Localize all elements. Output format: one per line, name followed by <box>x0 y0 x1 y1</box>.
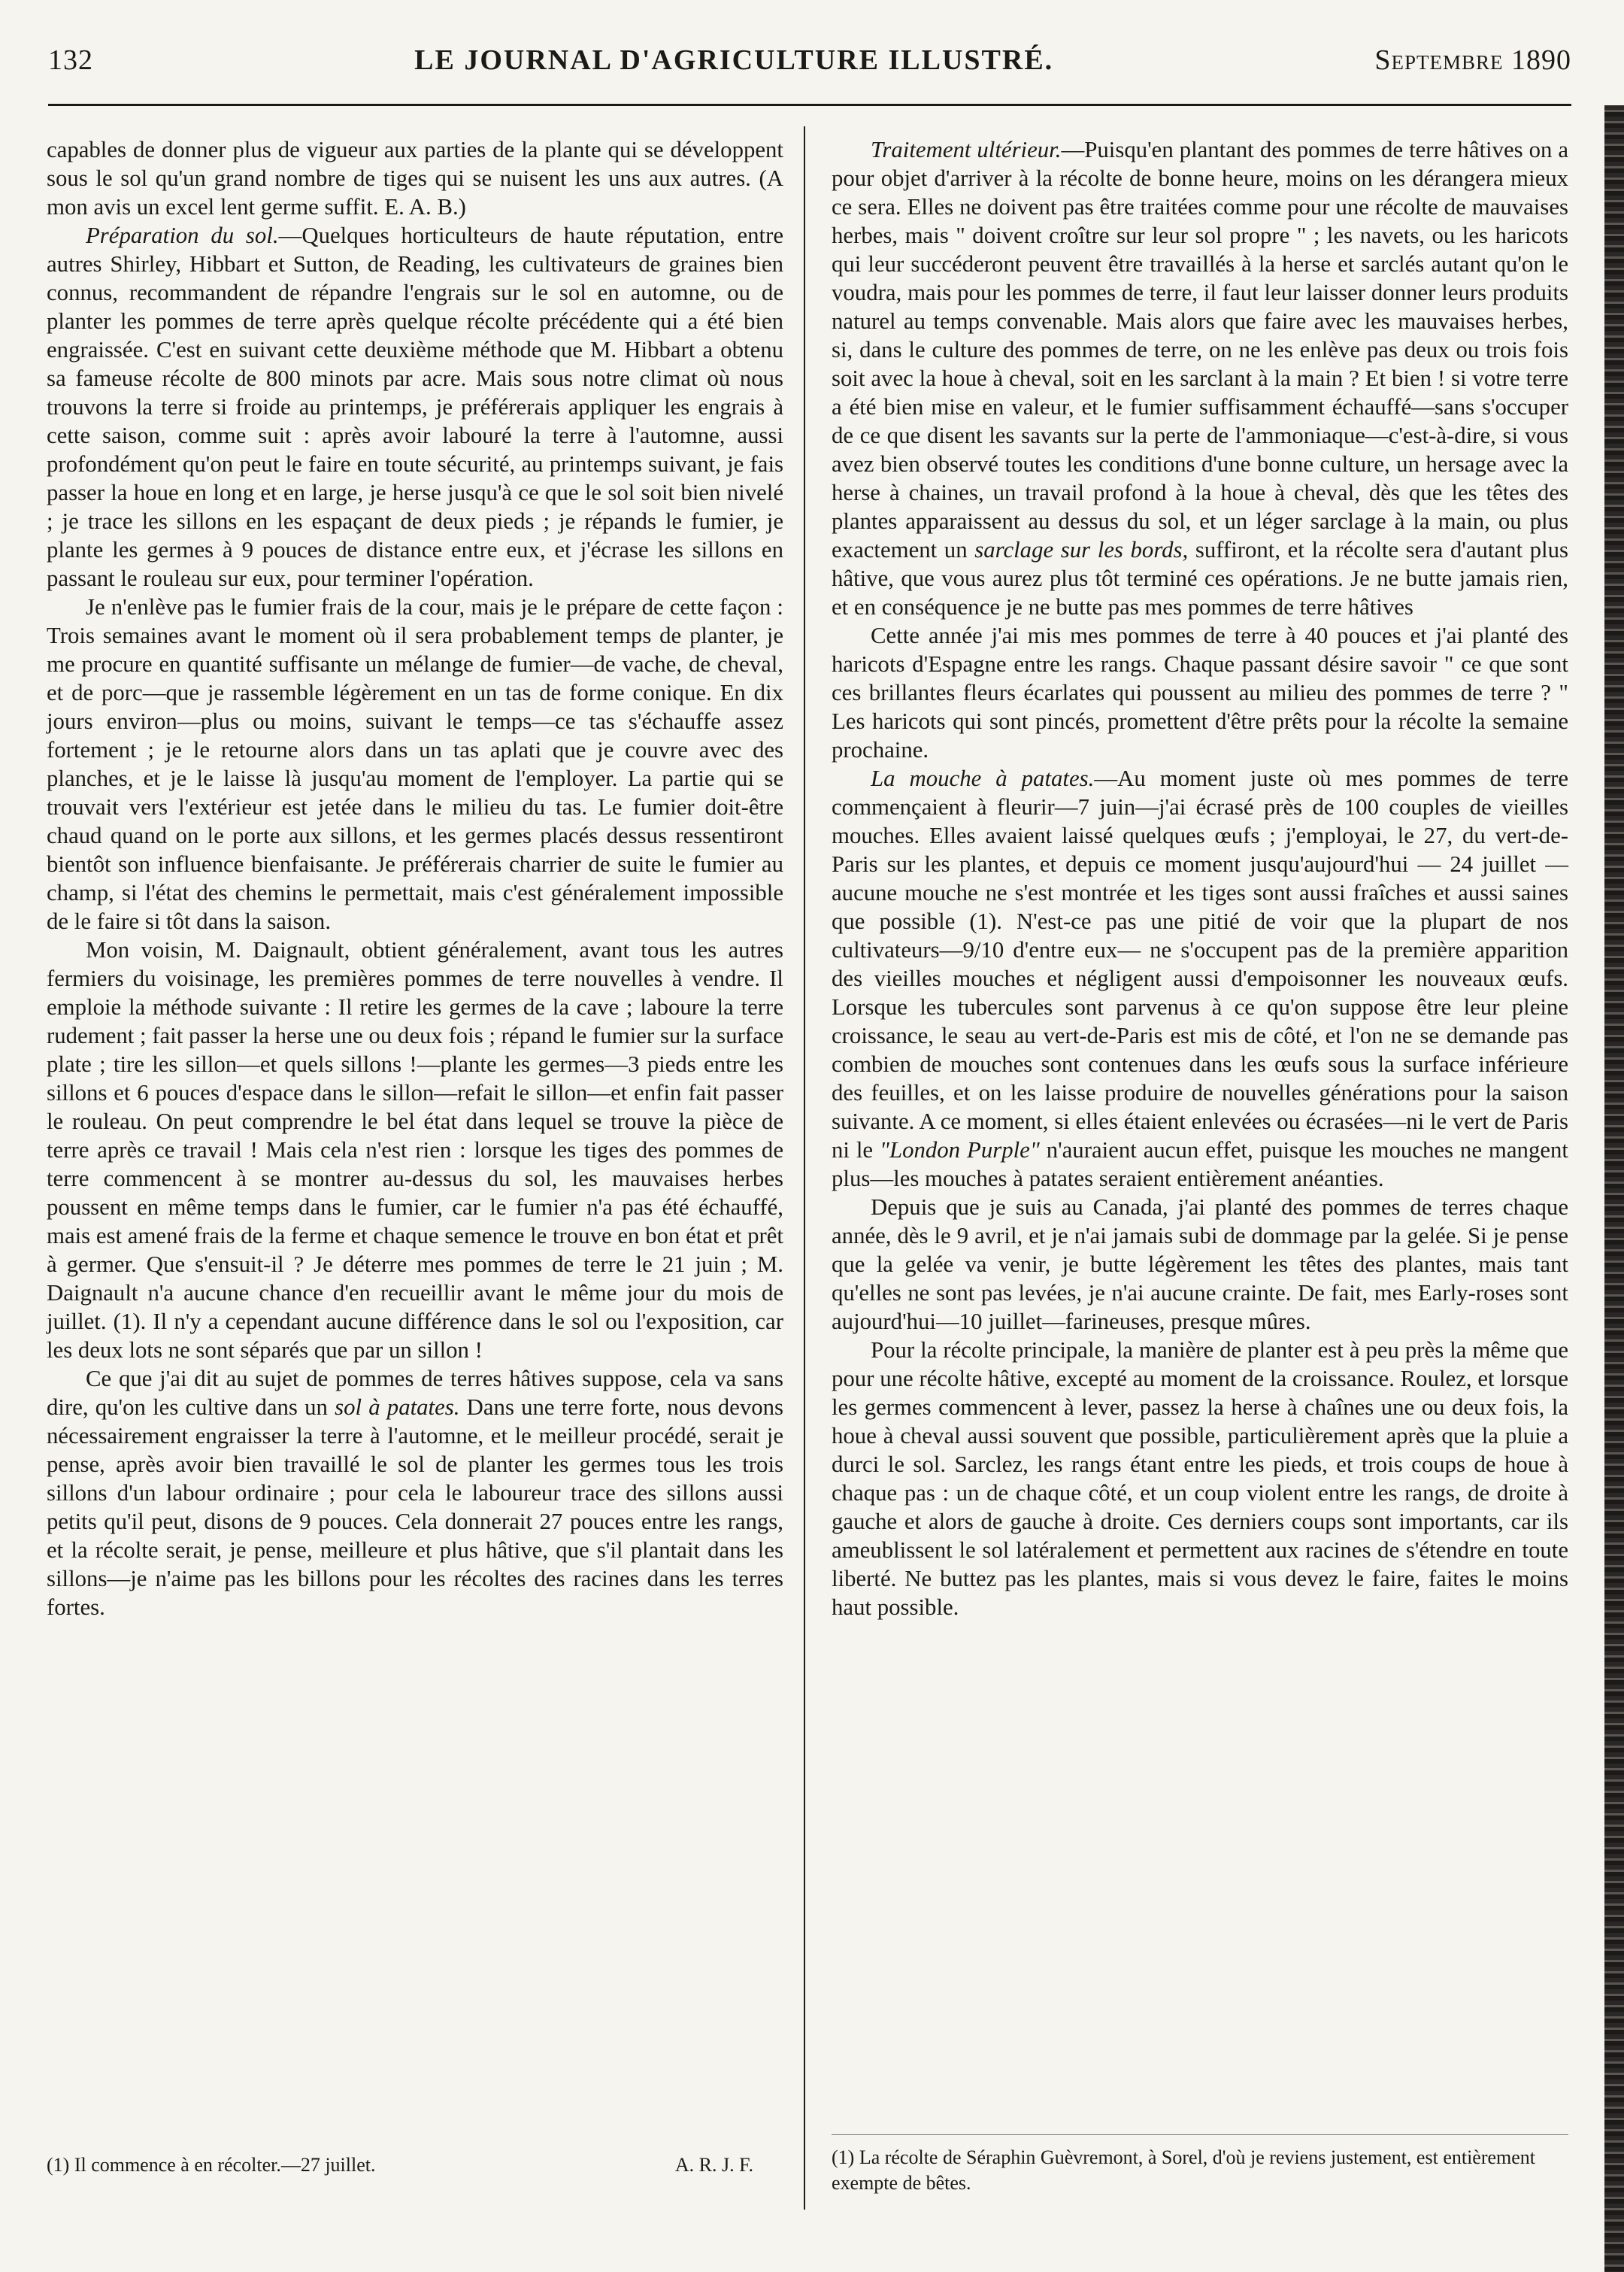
footnote-text: (1) Il commence à en récolter.—27 juillet. <box>47 2154 376 2176</box>
paragraph: Je n'enlève pas le fumier frais de la cour, mais je le prépare de cette façon : Trois semaines avant le moment où il sera probablement temps de planter, je me procure en quantité suffisante un mélange de fumier—de vache, de cheval, et de porc—que je rassemble légèrement en un tas de forme conique. En dix jours environ—plus ou moins, suivant le temps—ce tas s'échauffe assez fortement ; je le retourne alors dans un tas aplati que je couvre avec des planches, et je le laisse là jusqu'au moment de l'employer. La partie qui se trouvait vers l'extérieur est jetée dans le milieu du tas. Le fumier doit-être chaud quand on le porte aux sillons, et les germes placés dessus ressentiront bientôt son influence bienfaisante. Je préférerais charrier de suite le fumier au champ, si l'état des chemins le permettait, mais c'est généralement impossible de le faire si tôt dans la saison. <box>47 594 783 934</box>
paragraph-text: Ce que j'ai dit au sujet de pommes de terres hâtives suppose, cela va sans dire, qu'on les cultive dans un <box>47 1366 783 1420</box>
emphasis: sol à patates. <box>335 1394 460 1420</box>
paragraph: Cette année j'ai mis mes pommes de terre à 40 pouces et j'ai planté des haricots d'Espagne entre les rangs. Chaque passant désire savoir " ce que sont ces brillantes fleurs écarlates qui poussent au milieu des pommes de terre ? " Les haricots qui sont pincés, promettent d'être prêts pour la récolte la semaine prochaine. <box>832 623 1568 763</box>
header-rule <box>48 104 1571 106</box>
issue-date: Septembre 1890 <box>1374 44 1571 76</box>
paragraph-text: Dans une terre forte, nous devons nécessairement engraisser la terre à l'automne, et le meilleur procédé, serait je pense, après avoir bien travaillé le sol de planter les germes tous les trois sillons d'un labour ordinaire ; pour cela le laboureur trace des sillons aussi petits qu'il peut, disons de 9 pouces. Cela donnerait 27 pouces entre les rangs, et la récolte serait, je pense, meilleure et plus hâtive, que s'il plantait dans les sillons—je n'aime pas les billons pour les récoltes des racines dans les terres fortes. <box>47 1394 783 1620</box>
paragraph <box>47 221 783 593</box>
footnote-left <box>47 2152 783 2178</box>
paragraph-text: —Puisqu'en plantant des pommes de terre hâtives on a pour objet d'arriver à la récolte de bonne heure, moins on les dérangera mieux ce sera. Elles ne doivent pas être traitées comme pour une récolte de mauvaises herbes, mais " doivent croître sur leur sol propre " ; les navets, ou les haricots qui leur succéderont peuvent être travaillés à la herse et sarclés autant qu'on le voudra, mais pour les pommes de terre, il faut leur laisser donner leurs produits naturel au temps convenable. Mais alors que faire avec les mauvaises herbes, si, dans le culture des pommes de terre, on ne les enlève pas deux ou trois fois soit avec la houe à cheval, soit en les sarclant à la main ? Et bien ! si votre terre a été bien mise en valeur, et le fumier suffisamment échauffé—sans s'occuper de ce que disent les savants sur la perte de l'ammoniaque—c'est-à-dire, si vous avez bien observé toutes les conditions d'une bonne culture, un hersage avec la herse à chaines, un travail profond à la houe à cheval, dès que les têtes des plantes apparaissent au dessus du sol, et un léger sarclage à la main, ou plus exactement un <box>832 137 1568 563</box>
paragraph: Pour la récolte principale, la manière de planter est à peu près la même que pour une récolte hâtive, excepté au moment de la croissance. Roulez, et lorsque les germes commencent à lever, passez la herse à chaînes une ou deux fois, la houe à cheval aussi souvent que possible, particulièrement après que la pluie a durci le sol. Sarclez, les rangs étant entre les pieds, et trois coups de houe à chaque pas : un de chaque côté, et un coup violent entre les rangs, de droite à gauche et alors de gauche à droite. Ces derniers coups sont importants, car ils ameublissent le sol latéralement et permettent aux racines de s'étendre en toute liberté. Ne buttez pas les plantes, mais si vous devez le faire, faites le moins haut possible. <box>832 1337 1568 1620</box>
footnote-right: (1) La récolte de Séraphin Guèvremont, à Sorel, d'où je reviens justement, est entièrement exempte de bêtes. <box>832 2146 1536 2194</box>
page-number: 132 <box>48 44 93 76</box>
left-column <box>47 135 783 1621</box>
paragraph <box>47 1364 783 1621</box>
paragraph-text: —Quelques horticulteurs de haute réputation, entre autres Shirley, Hibbart et Sutton, de Reading, les cultivateurs de graines bien connus, recommandent de répandre l'engrais sur le sol en automne, ou de planter les pommes de terre après quelque récolte précédente qui a été bien engraissée. C'est en suivant cette deuxième méthode que M. Hibbart a obtenu sa fameuse récolte de 800 minots par acre. Mais sous notre climat où nous trouvons la terre si froide au printemps, je préférerais appliquer les engrais à cette saison, comme suit : après avoir labouré la terre à l'automne, aussi profondément qu'on peut le faire en toute sécurité, au printemps suivant, je fais passer la houe en long et en large, je herse jusqu'à ce que le sol soit bien nivelé ; je trace les sillons en les espaçant de deux pieds ; je répands le fumier, je plante les germes à 9 pouces de distance entre eux, et j'écrase les sillons en passant le rouleau sur eux, pour terminer l'opération. <box>47 223 783 591</box>
binding-edge <box>1604 105 1624 2272</box>
page-header <box>48 44 1571 89</box>
emphasis: "London Purple" <box>880 1137 1040 1163</box>
paragraph-text: —Au moment juste où mes pommes de terre commençaient à fleurir—7 juin—j'ai écrasé près de 100 couples de vieilles mouches. Elles avaient laissé quelques œufs ; j'employai, le 27, du vert-de-Paris sur les plantes, et depuis ce moment jusqu'aujourd'hui — 24 juillet — aucune mouche ne s'est montrée et les tiges sont aussi fraîches et aussi saines que possible (1). N'est-ce pas une pitié de voir que la plupart de nos cultivateurs—9/10 d'entre eux— ne s'occupent pas de la première apparition des vieilles mouches et négligent aussi d'empoisonner les nouveaux œufs. Lorsque les tubercules sont parvenus à ce qu'on suppose être leur pleine croissance, le seau au vert-de-Paris est mis de côté, et l'on ne se demande pas combien de mouches sont contenues dans les œufs sous la surface inférieure des feuilles, et on les laisse produire de nouvelles générations pour la saison suivante. A ce moment, si elles étaient enlevées ou écrasées—ni le vert de Paris ni le <box>832 766 1568 1163</box>
right-column <box>832 135 1568 1621</box>
paragraph: Mon voisin, M. Daignault, obtient généralement, avant tous les autres fermiers du voisinage, les premières pommes de terre nouvelles à vendre. Il emploie la méthode suivante : Il retire les germes de la cave ; laboure la terre rudement ; fait passer la herse une ou deux fois ; répand le fumier sur la surface plate ; tire les sillon—et quels sillons !—plante les germes—3 pieds entre les sillons et 6 pouces d'espace dans le sillon—refait le sillon—et enfin fait passer le rouleau. On peut comprendre le bel état dans lequel se trouve la pièce de terre après ce travail ! Mais cela n'est rien : lorsque les tiges des pommes de terre commencent à se montrer au-dessus du sol, les mauvaises herbes poussent en même temps dans le fumier, car le fumier n'a pas été échauffé, mais est amené frais de la ferme et chaque semence le trouve en bon état et prêt à germer. Que s'ensuit-il ? Je déterre mes pommes de terre le 21 juin ; M. Daignault n'a aucune chance d'en recueillir avant le même jour du mois de juillet. (1). Il n'y a cependant aucune différence dans le sol ou l'exposition, car les deux lots ne sont séparés que par un sillon ! <box>47 937 783 1363</box>
paragraph-text: suffiront, et la récolte sera d'autant plus hâtive, que vous aurez plus tôt terminé ces opérations. Je ne butte jamais rien, et en conséquence je ne butte pas mes pommes de terre hâtives <box>832 537 1569 620</box>
paragraph-text: n'auraient aucun effet, puisque les mouches ne mangent plus—les mouches à patates seraient entièrement anéanties. <box>832 1137 1568 1191</box>
paragraph: Depuis que je suis au Canada, j'ai planté des pommes de terres chaque année, dès le 9 avril, et je n'ai jamais subi de dommage par la gelée. Si je pense que la gelée va venir, je butte légèrement les têtes des plantes, mais tant qu'elles ne sont pas levées, je n'ai aucune crainte. De fait, mes Early-roses sont aujourd'hui—10 juillet—farineuses, presque mûres. <box>832 1194 1568 1334</box>
footnote-source: A. R. J. F. <box>674 2154 753 2176</box>
paragraph <box>832 135 1568 621</box>
paragraph <box>832 764 1568 1193</box>
paragraph: capables de donner plus de vigueur aux parties de la plante qui se développent sous le sol qu'un grand nombre de tiges qui se nuisent les uns aux autres. (A mon avis un excel lent germe suffit. E. A. B.) <box>47 137 783 220</box>
emphasis: sarclage sur les bords, <box>974 537 1189 563</box>
section-heading: La mouche à patates. <box>871 766 1095 791</box>
footnote-separator <box>832 2134 1568 2135</box>
section-heading: Traitement ultérieur. <box>871 137 1062 162</box>
journal-title: LE JOURNAL D'AGRICULTURE ILLUSTRÉ. <box>414 44 1054 76</box>
column-divider <box>804 126 805 2210</box>
section-heading: Préparation du sol. <box>86 223 279 248</box>
